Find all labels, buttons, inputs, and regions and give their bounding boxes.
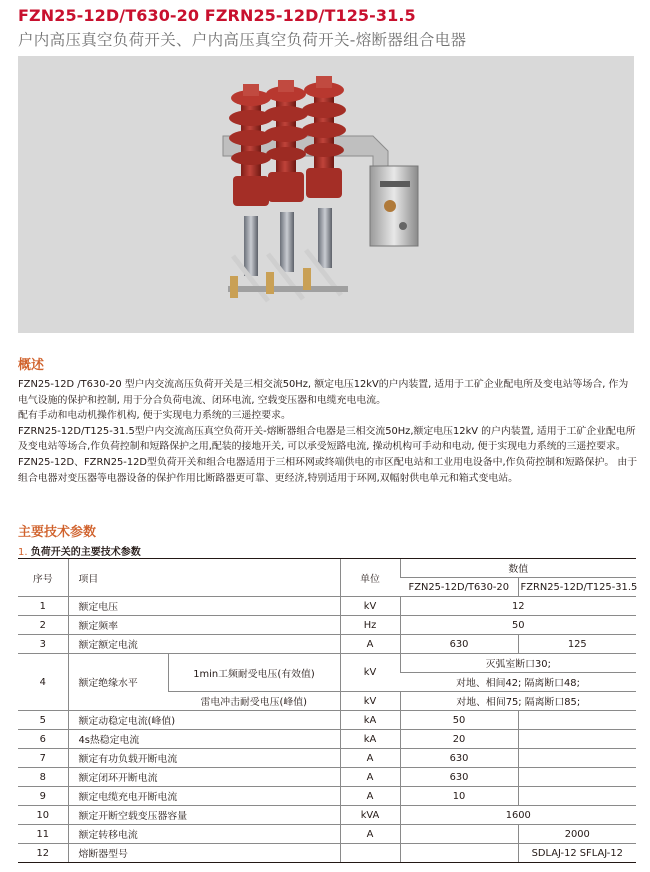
row-no: 9: [18, 787, 68, 806]
row-value-a: 630: [400, 768, 518, 787]
row-unit: A: [340, 825, 400, 844]
row-value-b: 2000: [518, 825, 636, 844]
row-no: 6: [18, 730, 68, 749]
header-no: 序号: [18, 559, 68, 597]
row-subitem: 1min工频耐受电压(有效值): [168, 654, 340, 692]
row-no: 8: [18, 768, 68, 787]
table-row: [18, 825, 636, 844]
overview-paragraph: FZN25-12D、FZRN25-12D型负荷开关和组合电器适用于三相环网或终端供电的市区配电站和工业用电设备中,作负荷控制和短路保护。 由于组合电器对变压器等电器设备的保护作用比断路器更可靠、更经济,特别适用于环网,双幅射供电单元和箱式变电站。: [18, 456, 638, 484]
row-value-a: [400, 844, 518, 863]
table-row: [18, 711, 636, 730]
overview-paragraph: 配有手动和电动机操作机构, 便于实现电力系统的三遥控要求。: [18, 410, 291, 422]
table-row: [18, 806, 636, 825]
row-value-a: 630: [400, 749, 518, 768]
row-value-b: SDLAJ-12 SFLAJ-12: [518, 844, 636, 863]
table-header-row: [18, 559, 636, 578]
row-no: 1: [18, 597, 68, 616]
table-row: [18, 616, 636, 635]
row-no: 11: [18, 825, 68, 844]
row-value-b: [518, 768, 636, 787]
row-value: 灭弧室断口30;: [400, 654, 636, 673]
row-value-b: 125: [518, 635, 636, 654]
table-row: [18, 749, 636, 768]
load-switch-illustration: [18, 56, 634, 333]
row-unit: kA: [340, 711, 400, 730]
page-title: FZN25-12D/T630-20 FZRN25-12D/T125-31.5: [18, 6, 416, 25]
row-value-a: 10: [400, 787, 518, 806]
row-unit: kVA: [340, 806, 400, 825]
specs-subheading-number: 1.: [18, 547, 28, 558]
row-value-a: [400, 825, 518, 844]
row-item: 额定电缆充电开断电流: [68, 787, 340, 806]
table-row: [18, 787, 636, 806]
row-item: 额定电压: [68, 597, 340, 616]
specs-subheading: [18, 543, 141, 558]
table-row: [18, 654, 636, 673]
row-value-a: 630: [400, 635, 518, 654]
row-value-b: [518, 711, 636, 730]
row-item: 额定闭环开断电流: [68, 768, 340, 787]
table-row: [18, 768, 636, 787]
row-item: 额定绝缘水平: [68, 654, 168, 711]
row-value-a: 50: [400, 711, 518, 730]
row-value-b: [518, 730, 636, 749]
row-item: 额定额定电流: [68, 635, 340, 654]
row-unit: A: [340, 787, 400, 806]
product-photo: [18, 56, 634, 333]
row-item: 额定频率: [68, 616, 340, 635]
row-value: 12: [400, 597, 636, 616]
row-value-b: [518, 787, 636, 806]
row-value: 对地、相间75; 隔离断口85;: [400, 692, 636, 711]
row-unit: kV: [340, 654, 400, 692]
table-row: [18, 597, 636, 616]
table-row: [18, 844, 636, 863]
page-subtitle: 户内高压真空负荷开关、户内高压真空负荷开关-熔断器组合电器: [18, 31, 467, 49]
row-no: 5: [18, 711, 68, 730]
row-no: 10: [18, 806, 68, 825]
row-value: 对地、相间42; 隔离断口48;: [400, 673, 636, 692]
row-item: 熔断器型号: [68, 844, 340, 863]
row-unit: [340, 844, 400, 863]
row-no: 7: [18, 749, 68, 768]
row-unit: A: [340, 768, 400, 787]
specs-subheading-text: 负荷开关的主要技术参数: [30, 547, 141, 558]
overview-body: [18, 377, 638, 486]
table-row: [18, 635, 636, 654]
header-value: 数值: [400, 559, 636, 578]
row-unit: kV: [340, 692, 400, 711]
row-value: 50: [400, 616, 636, 635]
spec-table: [18, 558, 636, 863]
row-item: 额定有功负载开断电流: [68, 749, 340, 768]
row-item: 额定动稳定电流(峰值): [68, 711, 340, 730]
specs-heading: 主要技术参数: [18, 525, 97, 540]
header-model-b: FZRN25-12D/T125-31.5: [518, 578, 636, 597]
row-no: 4: [18, 654, 68, 711]
row-item: 4s热稳定电流: [68, 730, 340, 749]
row-no: 12: [18, 844, 68, 863]
header-unit: 单位: [340, 559, 400, 597]
row-item: 额定开断空载变压器容量: [68, 806, 340, 825]
overview-paragraph: FZN25-12D /T630-20 型户内交流高压负荷开关是三相交流50Hz, 额定电压12kV的户内装置, 适用于工矿企业配电所及变电站等场合, 作为电气设施的保护和控制, 用于分合负荷电流、闭环电流, 空载变压器和电缆充电电流。: [18, 379, 629, 406]
row-unit: A: [340, 635, 400, 654]
row-value: 1600: [400, 806, 636, 825]
overview-heading: 概述: [18, 358, 45, 373]
overview-paragraph: FZRN25-12D/T125-31.5型户内交流高压真空负荷开关-熔断器组合电器是三相交流50Hz,额定电压12kV 的户内装置, 适用于工矿企业配电所及变电站等场合,作负荷控制和短路保护之用,配装的接地开关, 可以承受短路电流, 操动机构可手动和电动, 便于实现电力系统的三遥控要求。: [18, 425, 636, 453]
row-no: 3: [18, 635, 68, 654]
table-row: [18, 730, 636, 749]
row-item: 额定转移电流: [68, 825, 340, 844]
row-subitem: 雷电冲击耐受电压(峰值): [168, 692, 340, 711]
row-value-b: [518, 749, 636, 768]
row-unit: kA: [340, 730, 400, 749]
row-no: 2: [18, 616, 68, 635]
header-item: 项目: [68, 559, 340, 597]
row-unit: A: [340, 749, 400, 768]
header-model-a: FZN25-12D/T630-20: [400, 578, 518, 597]
row-unit: Hz: [340, 616, 400, 635]
row-value-a: 20: [400, 730, 518, 749]
row-unit: kV: [340, 597, 400, 616]
